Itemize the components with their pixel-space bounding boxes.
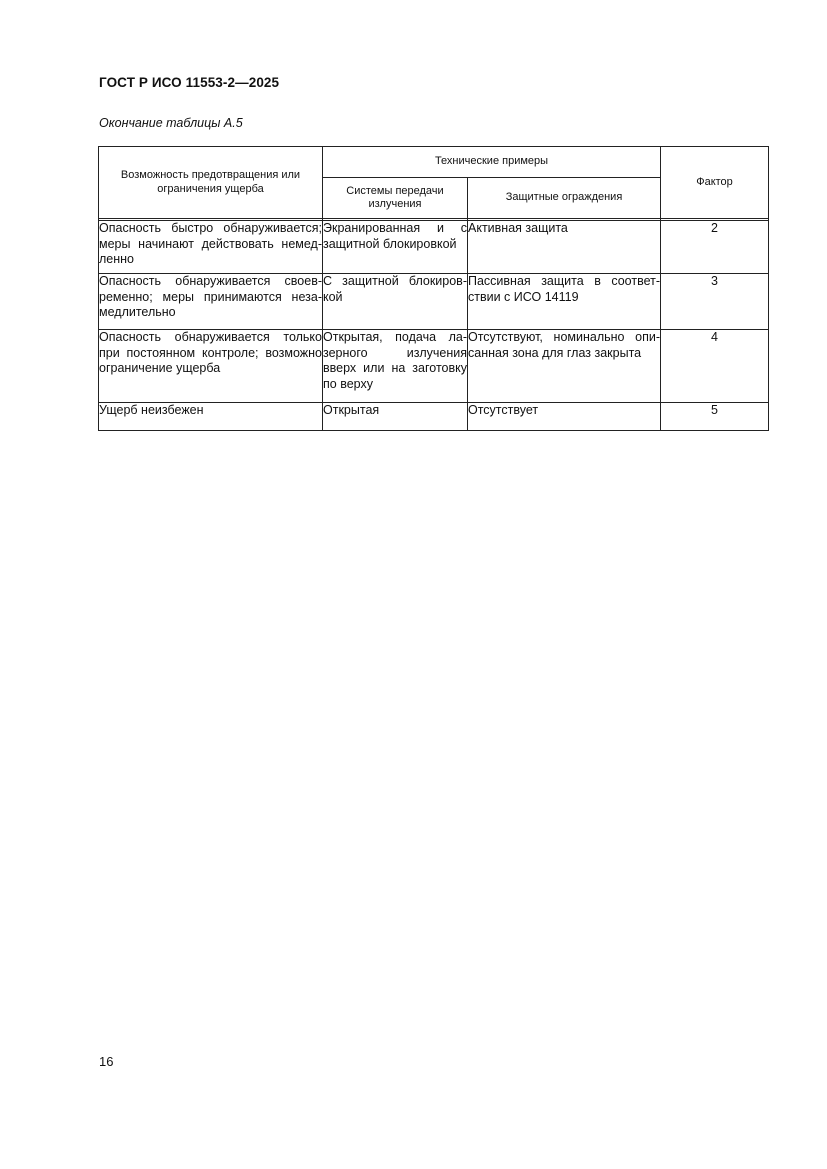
cell-guards: Отсутствует: [468, 403, 661, 431]
table-row: [99, 274, 769, 330]
document-header: ГОСТ Р ИСО 11553-2—2025: [99, 75, 280, 90]
column-header-transmission-systems: Системы передачи излучения: [323, 178, 468, 219]
column-header-protective-guards: Защитные ограждения: [468, 178, 661, 219]
factor-table: [98, 146, 769, 431]
cell-guards: Пассивная защита в соответ-ствии с ИСО 14119: [468, 274, 661, 330]
cell-transmission: Открытая: [323, 403, 468, 431]
table-caption: Окончание таблицы А.5: [99, 116, 243, 130]
column-header-possibility: Возможность предотвращения или ограничения ущерба: [99, 147, 323, 219]
cell-transmission: С защитной блокиров-кой: [323, 274, 468, 330]
cell-factor: 5: [661, 403, 769, 431]
column-group-header-technical-examples: Технические примеры: [323, 147, 661, 178]
table-row: [99, 221, 769, 274]
cell-possibility: Опасность быстро обнаруживается; меры начинают действовать немед-ленно: [99, 221, 323, 274]
cell-guards: Отсутствуют, номинально опи-санная зона для глаз закрыта: [468, 330, 661, 403]
cell-factor: 3: [661, 274, 769, 330]
cell-transmission: Открытая, подача ла-зерного излучения вверх или на заготовку по верху: [323, 330, 468, 403]
table-row: [99, 330, 769, 403]
page-number: 16: [99, 1054, 114, 1069]
cell-possibility: Опасность обнаруживается только при постоянном контроле; возможно ограничение ущерба: [99, 330, 323, 403]
table-row: [99, 403, 769, 431]
cell-possibility: Опасность обнаруживается своев-ременно; меры принимаются неза-медлительно: [99, 274, 323, 330]
table-header-row: [99, 147, 769, 178]
cell-possibility: Ущерб неизбежен: [99, 403, 323, 431]
cell-factor: 2: [661, 221, 769, 274]
cell-guards: Активная защита: [468, 221, 661, 274]
cell-factor: 4: [661, 330, 769, 403]
cell-transmission: Экранированная и с защитной блокировкой: [323, 221, 468, 274]
column-header-factor: Фактор: [661, 147, 769, 219]
